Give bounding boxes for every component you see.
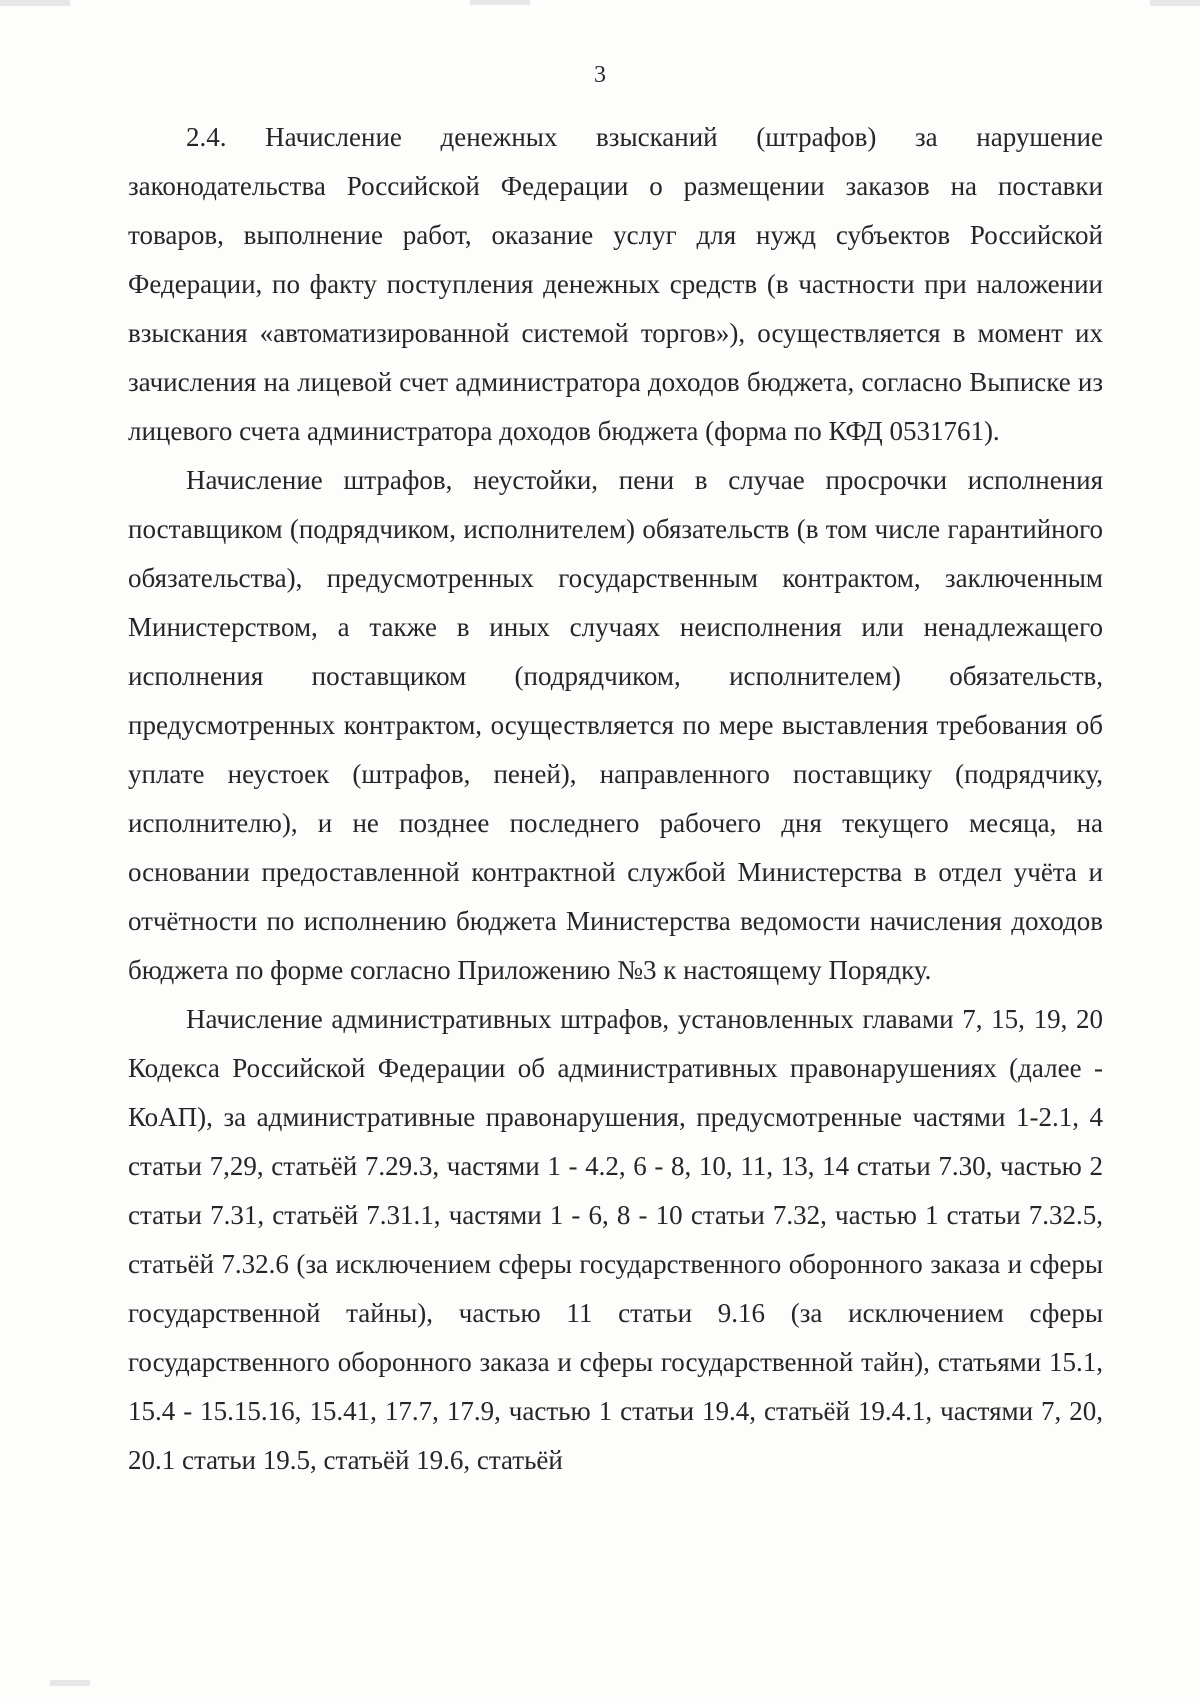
page-number: 3 bbox=[594, 62, 606, 88]
paragraph-2-4: 2.4. Начисление денежных взысканий (штрафов) за нарушение законодательства Российской Федерации о размещении заказов на поставки товаров, выполнение работ, оказание услуг для нужд субъектов Российской Федерации, по факту поступления денежных средств (в частности при наложении взыскания «автоматизированной системой торгов»), осуществляется в момент их зачисления на лицевой счет администратора доходов бюджета, согласно Выписке из лицевого счета администратора доходов бюджета (форма по КФД 0531761). bbox=[128, 122, 1103, 446]
scan-edge-mark-top bbox=[470, 0, 530, 5]
document-body bbox=[128, 113, 1103, 1485]
paragraph-penalties: Начисление штрафов, неустойки, пени в случае просрочки исполнения поставщиком (подрядчиком, исполнителем) обязательств (в том числе гарантийного обязательства), предусмотренных государственным контрактом, заключенным Министерством, а также в иных случаях неисполнения или ненадлежащего исполнения поставщиком (подрядчиком, исполнителем) обязательств, предусмотренных контрактом, осуществляется по мере выставления требования об уплате неустоек (штрафов, пеней), направленного поставщику (подрядчику, исполнителю), и не позднее последнего рабочего дня текущего месяца, на основании предоставленной контрактной службой Министерства в отдел учёта и отчётности по исполнению бюджета Министерства ведомости начисления доходов бюджета по форме согласно Приложению №3 к настоящему Порядку. bbox=[128, 465, 1103, 985]
scan-edge-mark-top-left bbox=[0, 0, 70, 6]
scan-edge-mark-top-right bbox=[1150, 0, 1200, 6]
paragraph-administrative-fines: Начисление административных штрафов, установленных главами 7, 15, 19, 20 Кодекса Российской Федерации об административных правонарушениях (далее - КоАП), за административные правонарушения, предусмотренные частями 1-2.1, 4 статьи 7,29, статьёй 7.29.3, частями 1 - 4.2, 6 - 8, 10, 11, 13, 14 статьи 7.30, частью 2 статьи 7.31, статьёй 7.31.1, частями 1 - 6, 8 - 10 статьи 7.32, частью 1 статьи 7.32.5, статьёй 7.32.6 (за исключением сферы государственного оборонного заказа и сферы государственной тайны), частью 11 статьи 9.16 (за исключением сферы государственного оборонного заказа и сферы государственной тайн), статьями 15.1, 15.4 - 15.15.16, 15.41, 17.7, 17.9, частью 1 статьи 19.4, статьёй 19.4.1, частями 7, 20, 20.1 статьи 19.5, статьёй 19.6, статьёй bbox=[128, 1004, 1103, 1475]
scan-edge-mark-bottom-left bbox=[50, 1680, 90, 1686]
